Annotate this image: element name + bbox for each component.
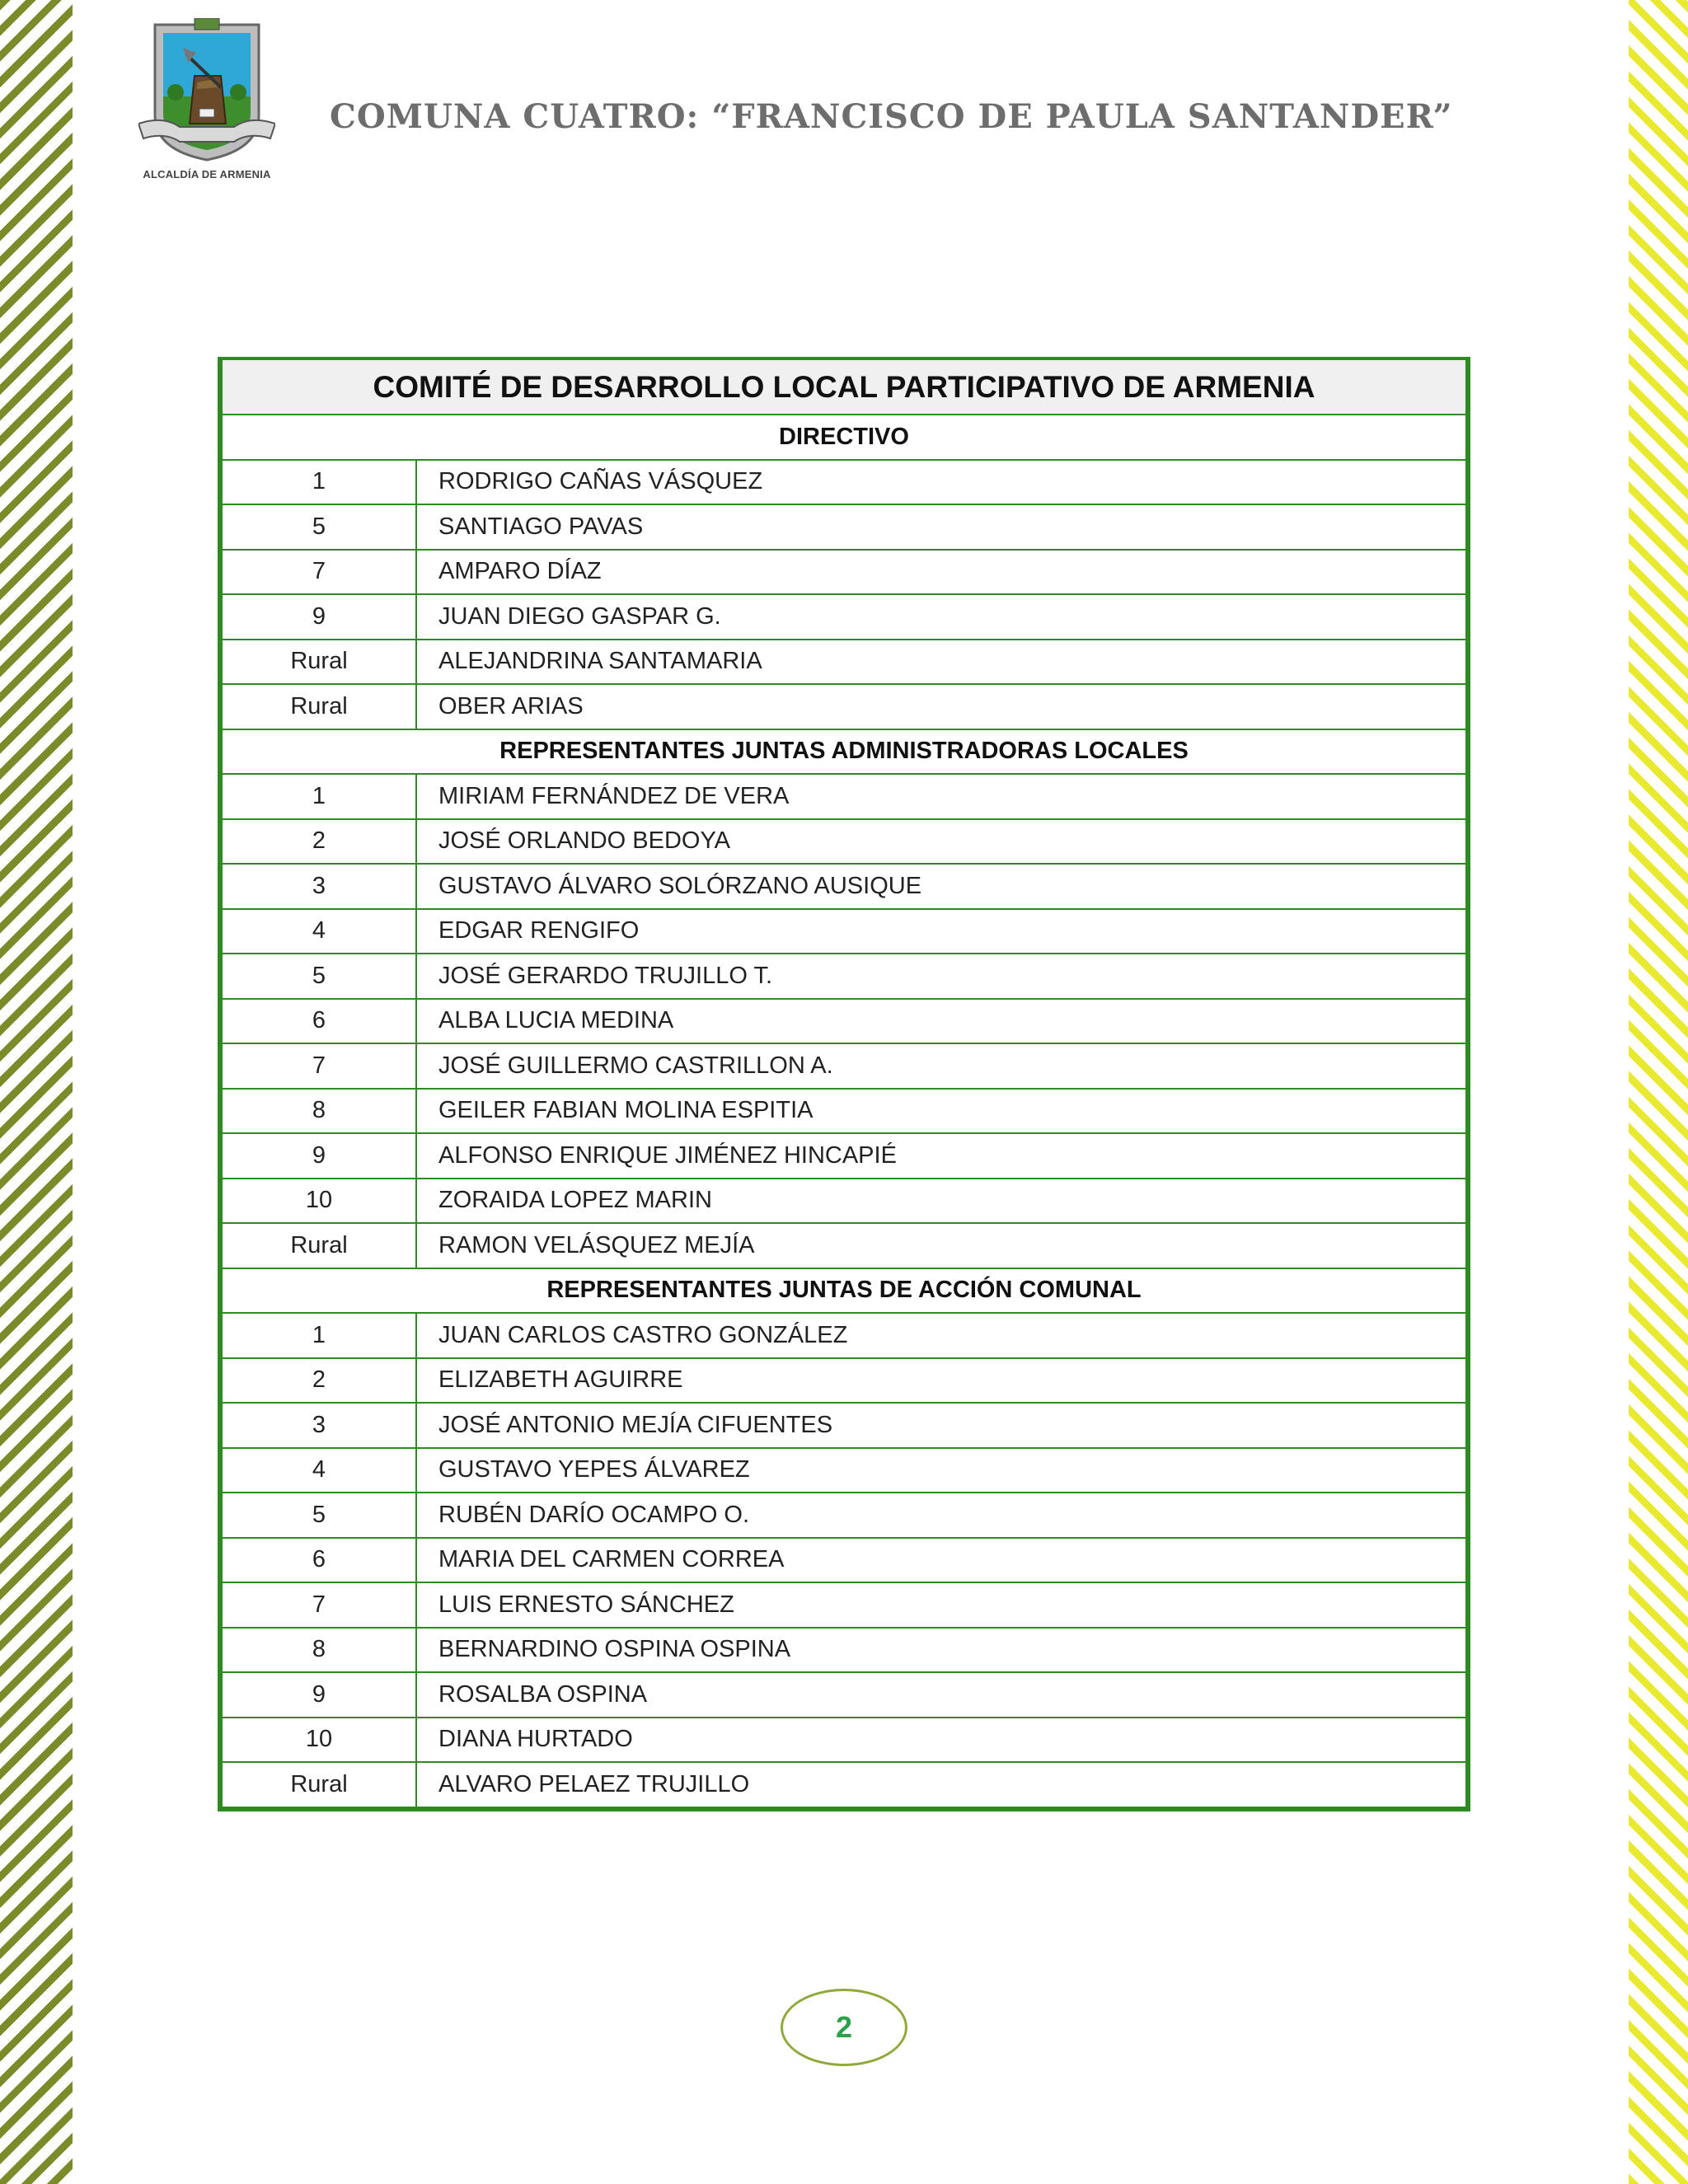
table-row (222, 504, 1466, 550)
logo-caption: ALCALDÍA DE ARMENIA (143, 168, 271, 180)
committee-table (221, 360, 1467, 1808)
table-row (222, 1493, 1466, 1538)
table-row (222, 954, 1466, 999)
member-number-cell: Rural (222, 1762, 416, 1807)
table-row (222, 594, 1466, 640)
member-number-cell: 7 (222, 1582, 416, 1628)
table-row (222, 1672, 1466, 1718)
table-row (222, 550, 1466, 595)
committee-table-body (222, 360, 1466, 1807)
member-number-cell: 5 (222, 954, 416, 999)
section-heading: REPRESENTANTES JUNTAS ADMINISTRADORAS LOCALES (222, 729, 1466, 775)
member-number-cell: 8 (222, 1089, 416, 1134)
member-name-cell: EDGAR RENGIFO (416, 909, 1466, 954)
table-row (222, 1538, 1466, 1583)
table-row (222, 1403, 1466, 1448)
table-row (222, 1448, 1466, 1493)
member-number-cell: 2 (222, 819, 416, 865)
table-title-row (222, 360, 1466, 415)
section-heading-row (222, 1268, 1466, 1314)
member-name-cell: SANTIAGO PAVAS (416, 504, 1466, 550)
member-number-cell: 6 (222, 1538, 416, 1583)
table-row (222, 1133, 1466, 1179)
member-number-cell: Rural (222, 1223, 416, 1268)
right-decorative-stripe (1629, 0, 1688, 2184)
coat-of-arms-icon (138, 18, 275, 166)
member-name-cell: RAMON VELÁSQUEZ MEJÍA (416, 1223, 1466, 1268)
member-number-cell: 9 (222, 1672, 416, 1718)
member-name-cell: MIRIAM FERNÁNDEZ DE VERA (416, 774, 1466, 819)
member-number-cell: 8 (222, 1628, 416, 1673)
member-number-cell: 7 (222, 550, 416, 595)
section-heading-row (222, 415, 1466, 460)
member-name-cell: RODRIGO CAÑAS VÁSQUEZ (416, 460, 1466, 505)
member-name-cell: JUAN DIEGO GASPAR G. (416, 594, 1466, 640)
section-heading: REPRESENTANTES JUNTAS DE ACCIÓN COMUNAL (222, 1268, 1466, 1314)
member-name-cell: RUBÉN DARÍO OCAMPO O. (416, 1493, 1466, 1538)
table-row (222, 999, 1466, 1044)
section-heading: DIRECTIVO (222, 415, 1466, 460)
member-number-cell: 9 (222, 1133, 416, 1179)
member-name-cell: GEILER FABIAN MOLINA ESPITIA (416, 1089, 1466, 1134)
table-row (222, 1358, 1466, 1404)
table-title: COMITÉ DE DESARROLLO LOCAL PARTICIPATIVO DE ARMENIA (222, 360, 1466, 415)
member-name-cell: GUSTAVO ÁLVARO SOLÓRZANO AUSIQUE (416, 864, 1466, 909)
member-number-cell: 5 (222, 504, 416, 550)
member-number-cell: 10 (222, 1718, 416, 1763)
member-name-cell: ELIZABETH AGUIRRE (416, 1358, 1466, 1404)
page-header-title: COMUNA CUATRO: “FRANCISCO DE PAULA SANTANDER” (330, 97, 1453, 136)
page-number-badge: 2 (781, 1989, 907, 2066)
table-row (222, 1089, 1466, 1134)
member-number-cell: 6 (222, 999, 416, 1044)
table-row (222, 1223, 1466, 1268)
member-number-cell: 3 (222, 864, 416, 909)
member-name-cell: JUAN CARLOS CASTRO GONZÁLEZ (416, 1313, 1466, 1358)
table-row (222, 1179, 1466, 1224)
member-name-cell: ALVARO PELAEZ TRUJILLO (416, 1762, 1466, 1807)
table-row (222, 640, 1466, 685)
member-name-cell: ALEJANDRINA SANTAMARIA (416, 640, 1466, 685)
member-name-cell: MARIA DEL CARMEN CORREA (416, 1538, 1466, 1583)
member-number-cell: 1 (222, 1313, 416, 1358)
member-name-cell: AMPARO DÍAZ (416, 550, 1466, 595)
member-name-cell: ALFONSO ENRIQUE JIMÉNEZ HINCAPIÉ (416, 1133, 1466, 1179)
member-number-cell: 1 (222, 774, 416, 819)
member-number-cell: 10 (222, 1179, 416, 1224)
member-number-cell: 7 (222, 1043, 416, 1089)
table-row (222, 864, 1466, 909)
member-name-cell: GUSTAVO YEPES ÁLVAREZ (416, 1448, 1466, 1493)
member-name-cell: JOSÉ GERARDO TRUJILLO T. (416, 954, 1466, 999)
table-row (222, 1628, 1466, 1673)
table-row (222, 819, 1466, 865)
section-heading-row (222, 729, 1466, 775)
member-number-cell: 1 (222, 460, 416, 505)
member-name-cell: JOSÉ GUILLERMO CASTRILLON A. (416, 1043, 1466, 1089)
table-row (222, 460, 1466, 505)
table-row (222, 1043, 1466, 1089)
member-name-cell: ZORAIDA LOPEZ MARIN (416, 1179, 1466, 1224)
table-row (222, 1762, 1466, 1807)
member-number-cell: 9 (222, 594, 416, 640)
member-number-cell: Rural (222, 684, 416, 729)
member-name-cell: LUIS ERNESTO SÁNCHEZ (416, 1582, 1466, 1628)
member-number-cell: 5 (222, 1493, 416, 1538)
table-row (222, 774, 1466, 819)
member-name-cell: ALBA LUCIA MEDINA (416, 999, 1466, 1044)
table-row (222, 1313, 1466, 1358)
committee-table-container (218, 357, 1470, 1811)
member-name-cell: JOSÉ ORLANDO BEDOYA (416, 819, 1466, 865)
table-row (222, 1718, 1466, 1763)
left-decorative-stripe (0, 0, 73, 2184)
alcaldia-coat-of-arms-logo (138, 18, 275, 187)
member-number-cell: 2 (222, 1358, 416, 1404)
member-number-cell: 3 (222, 1403, 416, 1448)
member-name-cell: BERNARDINO OSPINA OSPINA (416, 1628, 1466, 1673)
member-name-cell: JOSÉ ANTONIO MEJÍA CIFUENTES (416, 1403, 1466, 1448)
member-name-cell: ROSALBA OSPINA (416, 1672, 1466, 1718)
member-name-cell: OBER ARIAS (416, 684, 1466, 729)
member-number-cell: Rural (222, 640, 416, 685)
table-row (222, 909, 1466, 954)
member-number-cell: 4 (222, 909, 416, 954)
table-row (222, 1582, 1466, 1628)
table-row (222, 684, 1466, 729)
member-number-cell: 4 (222, 1448, 416, 1493)
member-name-cell: DIANA HURTADO (416, 1718, 1466, 1763)
